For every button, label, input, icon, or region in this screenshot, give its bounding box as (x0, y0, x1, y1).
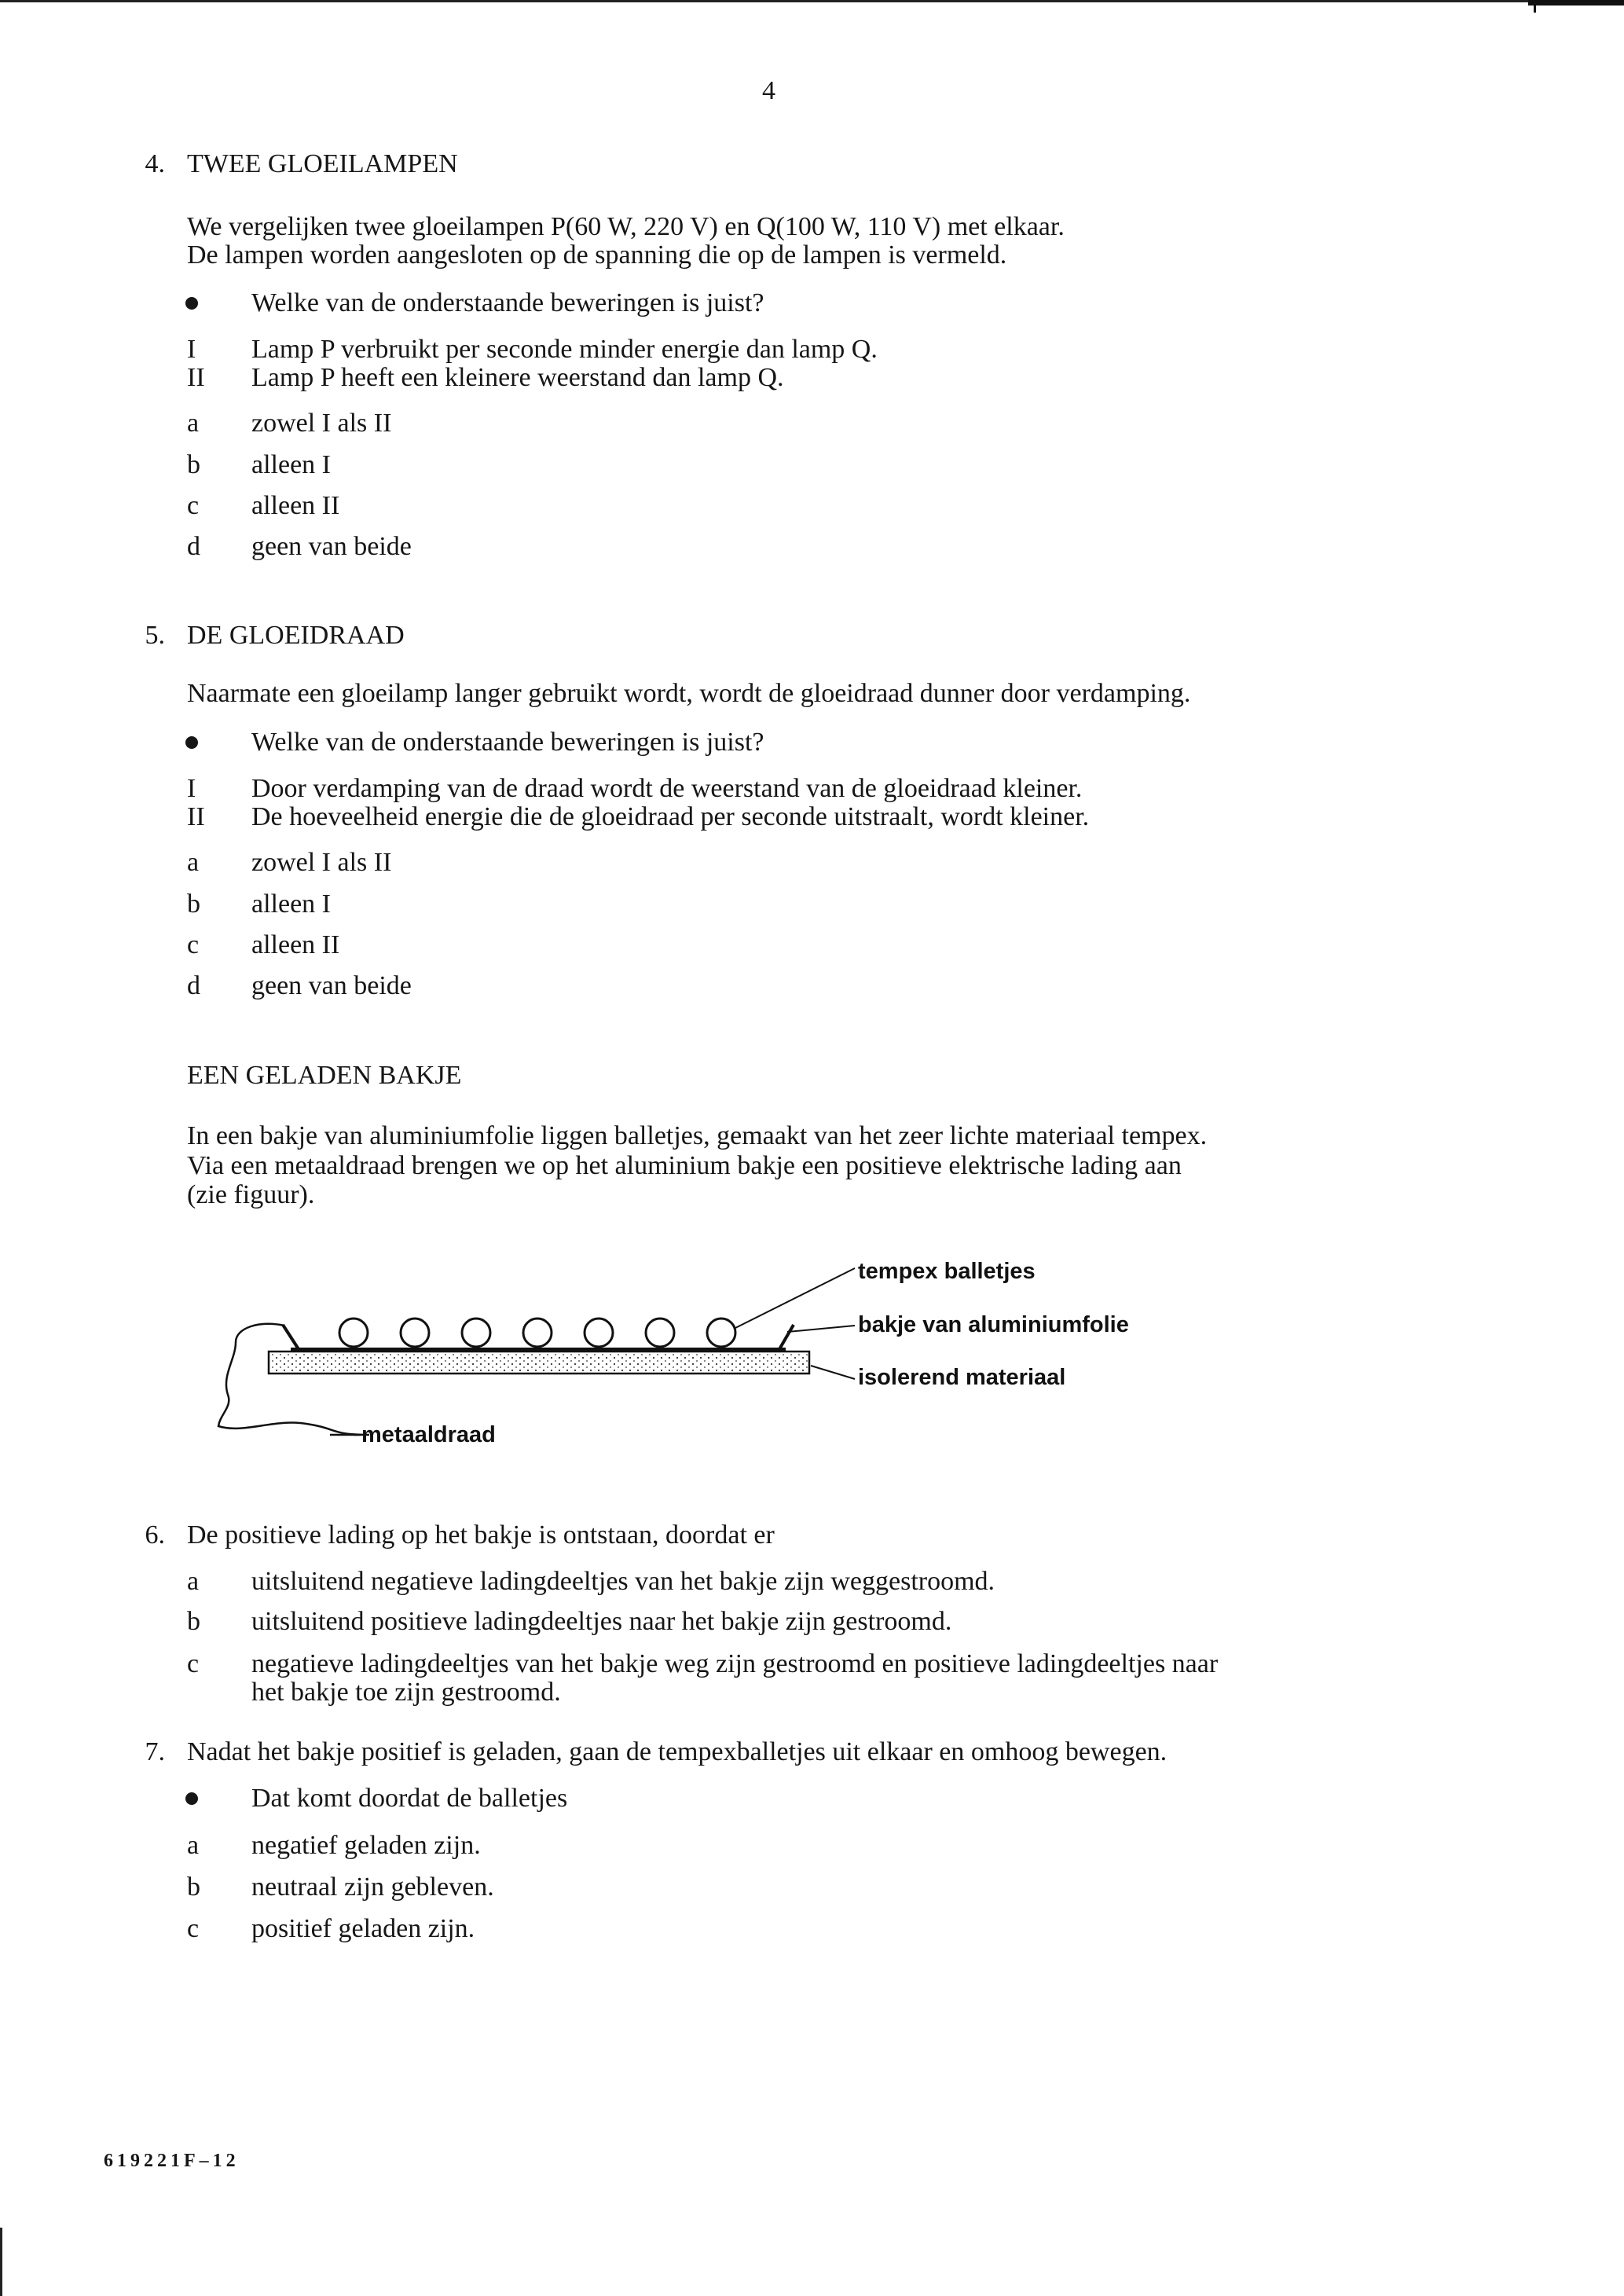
q5-option-a: zowel I als II (251, 848, 392, 877)
q5-option-b: alleen I (251, 889, 331, 919)
q7-option-c: positief geladen zijn. (251, 1914, 475, 1943)
tray-left-wall (283, 1325, 299, 1349)
q5-stmt1: Door verdamping van de draad wordt de weerstand van de gloeidraad kleiner. (251, 774, 1083, 803)
section-title: EEN GELADEN BAKJE (187, 1061, 462, 1090)
q4-stmt1: Lamp P verbruikt per seconde minder energie dan lamp Q. (251, 335, 878, 364)
q7-option-a-label: a (187, 1831, 200, 1860)
q5-option-c-label: c (187, 930, 200, 959)
q7-option-c-label: c (187, 1914, 200, 1943)
top-border-rule (0, 0, 1564, 2)
q6-question: De positieve lading op het bakje is ontstaan, doordat er (187, 1520, 775, 1550)
q7-question: Nadat het bakje positief is geladen, gaan de tempexballetjes uit elkaar en omhoog bewegen. (187, 1737, 1168, 1766)
q7-option-b-label: b (187, 1872, 200, 1902)
tempex-ball (462, 1319, 490, 1347)
q4-option-b-label: b (187, 450, 200, 479)
q4-stmt2-label: II (187, 363, 205, 392)
q6-option-b: uitsluitend positieve ladingdeeltjes naar het bakje zijn gestroomd. (251, 1607, 952, 1636)
q4-number: 4. (145, 149, 165, 178)
q5-stmt2: De hoeveelheid energie die de gloeidraad per seconde uitstraalt, wordt kleiner. (251, 802, 1090, 831)
q6-option-c-line2: het bakje toe zijn gestroomd. (251, 1678, 561, 1707)
tempex-ball (339, 1319, 368, 1347)
tray-right-wall (779, 1325, 794, 1349)
q7-prompt: Dat komt doordat de balletjes (251, 1784, 568, 1813)
page-number: 4 (762, 76, 775, 105)
q5-intro-line1: Naarmate een gloeilamp langer gebruikt wordt, wordt de gloeidraad dunner door verdamping. (187, 679, 1191, 708)
label-tempex-balls: tempex balletjes (858, 1259, 1036, 1284)
q5-bullet (185, 736, 198, 749)
q4-title: TWEE GLOEILAMPEN (187, 149, 458, 178)
q6-option-a-label: a (187, 1567, 200, 1596)
q4-intro-line1: We vergelijken twee gloeilampen P(60 W, 220 V) en Q(100 W, 110 V) met elkaar. (187, 212, 1065, 241)
q7-option-b: neutraal zijn gebleven. (251, 1872, 494, 1902)
q6-option-c-label: c (187, 1649, 200, 1678)
q4-option-d: geen van beide (251, 532, 412, 561)
q4-bullet (185, 297, 198, 310)
tempex-ball (646, 1319, 674, 1347)
top-corner-mark (1528, 0, 1624, 6)
document-code: 619221F–12 (104, 2151, 240, 2171)
q5-question: Welke van de onderstaande beweringen is juist? (251, 728, 764, 757)
tray-label-leader (787, 1326, 855, 1332)
q7-number: 7. (145, 1737, 165, 1766)
q5-number: 5. (145, 621, 165, 650)
q4-option-c: alleen II (251, 491, 340, 520)
charged-tray-figure (212, 1249, 1155, 1473)
q5-stmt2-label: II (187, 802, 205, 831)
q7-bullet (185, 1792, 198, 1805)
top-corner-tick (1534, 0, 1536, 13)
q4-option-b: alleen I (251, 450, 331, 479)
q5-option-d: geen van beide (251, 971, 412, 1000)
q5-option-c: alleen II (251, 930, 340, 959)
section-intro-line3: (zie figuur). (187, 1180, 315, 1209)
q4-intro-line2: De lampen worden aangesloten op de spanning die op de lampen is vermeld. (187, 240, 1007, 270)
tempex-ball (707, 1319, 735, 1347)
q5-option-b-label: b (187, 889, 200, 919)
q5-stmt1-label: I (187, 774, 196, 803)
q6-number: 6. (145, 1520, 165, 1550)
q4-option-d-label: d (187, 532, 200, 561)
section-intro-line1: In een bakje van aluminiumfolie liggen balletjes, gemaakt van het zeer lichte materiaal tempex. (187, 1121, 1208, 1150)
q4-option-c-label: c (187, 491, 200, 520)
charged-tray-diagram (212, 1249, 1155, 1469)
tempex-ball (523, 1319, 552, 1347)
q7-option-a: negatief geladen zijn. (251, 1831, 481, 1860)
q4-stmt1-label: I (187, 335, 196, 364)
q5-title: DE GLOEIDRAAD (187, 621, 405, 650)
tempex-ball (585, 1319, 613, 1347)
section-intro-line2: Via een metaaldraad brengen we op het aluminium bakje een positieve elektrische lading aan (187, 1151, 1182, 1180)
q4-stmt2: Lamp P heeft een kleinere weerstand dan lamp Q. (251, 363, 784, 392)
q6-option-a: uitsluitend negatieve ladingdeeltjes van het bakje zijn weggestroomd. (251, 1567, 995, 1596)
label-aluminium-tray: bakje van aluminiumfolie (858, 1312, 1129, 1337)
tempex-balls (339, 1319, 735, 1347)
balls-label-leader (735, 1268, 855, 1328)
q4-question: Welke van de onderstaande beweringen is juist? (251, 288, 764, 317)
tempex-ball (401, 1319, 429, 1347)
q5-option-a-label: a (187, 848, 200, 877)
insulating-block (269, 1352, 809, 1374)
q5-option-d-label: d (187, 971, 200, 1000)
label-metal-wire: metaaldraad (361, 1422, 496, 1447)
q4-option-a: zowel I als II (251, 409, 392, 438)
label-insulating-material: isolerend materiaal (858, 1365, 1066, 1390)
q6-option-b-label: b (187, 1607, 200, 1636)
insulator-label-leader (811, 1366, 855, 1379)
q6-option-c-line1: negatieve ladingdeeltjes van het bakje weg zijn gestroomd en positieve ladingdeeltjes naar (251, 1649, 1219, 1678)
left-edge-mark (0, 2228, 2, 2296)
q4-option-a-label: a (187, 409, 200, 438)
